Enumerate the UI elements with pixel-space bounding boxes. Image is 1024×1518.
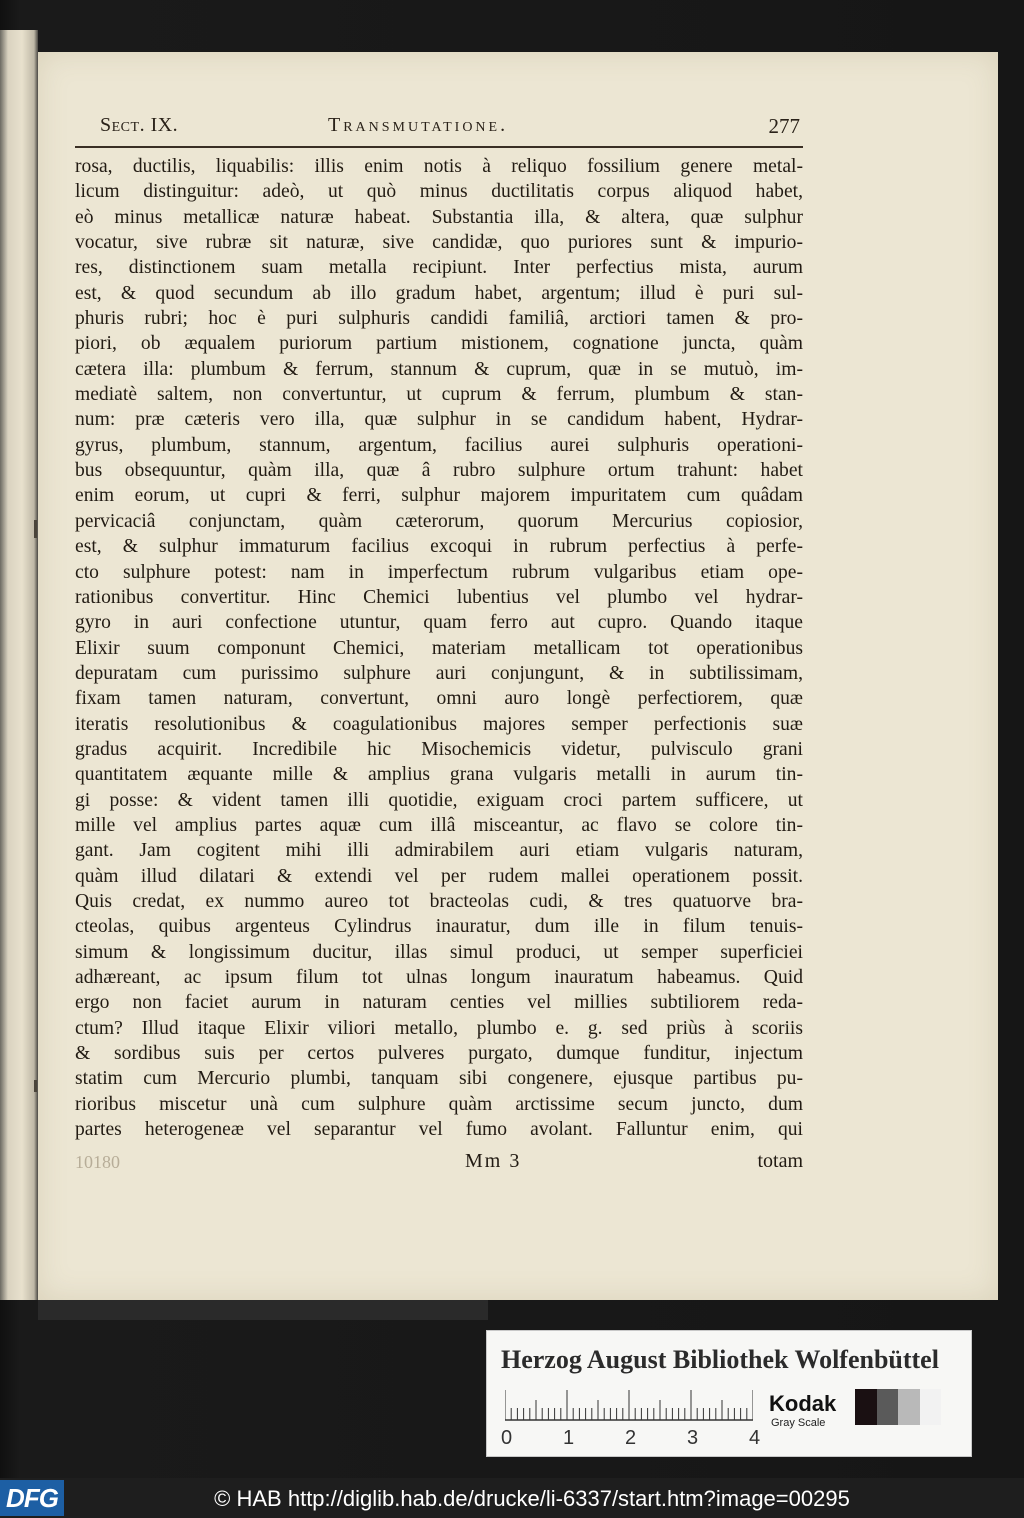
- text-line: & sordibus suis per certos pulveres purgato, dumque funditur, injectum: [75, 1043, 803, 1065]
- text-line: cteolas, quibus argenteus Cylindrus inauratur, dum ille in filum tenuis-: [75, 916, 803, 938]
- page-number: 277: [768, 114, 800, 138]
- text-line: pervicaciâ conjunctam, quàm cæterorum, quorum Mercurius copiosior,: [75, 510, 803, 532]
- page-footer: [75, 1150, 803, 1178]
- text-line: bus obsequuntur, quàm illa, quæ â rubro sulphure ortum trahunt: habet: [75, 460, 803, 482]
- text-line: fixam tamen naturam, convertunt, omni auro longè perfectiorem, quæ: [75, 688, 803, 710]
- text-line: rioribus miscetur unà cum sulphure quàm arctissime secum juncto, dum: [75, 1093, 803, 1115]
- gray-scale-label: Gray Scale: [771, 1417, 826, 1429]
- header-rule: [75, 146, 803, 148]
- text-line: statim cum Mercurio plumbi, tanquam sibi congenere, ejusque partibus pu-: [75, 1068, 803, 1090]
- color-target-card: [486, 1330, 972, 1457]
- text-line: rosa, ductilis, liquabilis: illis enim notis à reliquo fossilium genere metal-: [75, 156, 803, 177]
- page-shadow: [38, 1300, 488, 1320]
- running-header: [100, 114, 800, 148]
- ruler-number: 0: [501, 1427, 513, 1449]
- text-line: cto sulphure potest: nam in imperfectum rubrum vulgaribus etiam ope-: [75, 561, 803, 583]
- section-label: Sect. IX.: [100, 114, 179, 136]
- ruler-number: 4: [749, 1427, 761, 1449]
- gray-swatch: [898, 1389, 920, 1425]
- dfg-logo: DFG: [0, 1480, 64, 1516]
- catchword: totam: [757, 1150, 803, 1172]
- text-line: quàm illud dilatari & extendi vel per rudem mallei operationem possit.: [75, 865, 803, 887]
- text-line: gradus acquirit. Incredibile hic Misochemicis videtur, pulvisculo grani: [75, 738, 803, 760]
- text-line: gyro in auri confectione utuntur, quam ferro aut cupro. Quando itaque: [75, 612, 803, 634]
- library-name: Herzog August Bibliothek Wolfenbüttel: [501, 1345, 939, 1374]
- text-line: num: præ cæteris vero illa, quæ sulphur in se candidum habent, Hydrar-: [75, 409, 803, 431]
- text-line: mediatè saltem, non convertuntur, ut cuprum & ferrum, plumbum & stan-: [75, 384, 803, 406]
- ruler-numbers: [501, 1427, 761, 1451]
- text-line: simum & longissimum ducitur, illas simul produci, ut semper superficiei: [75, 941, 803, 963]
- text-line: eò minus metallicæ naturæ habeat. Substantia illa, & altera, quæ sulphur: [75, 206, 803, 228]
- text-line: enim eorum, ut cupri & ferri, sulphur majorem impuritatem cum quâdam: [75, 485, 803, 507]
- copyright-credit: © HAB http://diglib.hab.de/drucke/li-6337/start.htm?image=00295: [214, 1486, 850, 1511]
- text-line: gi posse: & vident tamen illi quotidie, exiguam croci partem sufficere, ut: [75, 789, 803, 811]
- text-line: partes heterogeneæ vel separantur vel fumo avolant. Falluntur enim, qui: [75, 1119, 803, 1141]
- gray-swatches: [855, 1389, 941, 1425]
- text-line: gant. Jam cogitent mihi illi admirabilem auri etiam vulgaris naturam,: [75, 840, 803, 862]
- text-line: gyrus, plumbum, stannum, argentum, facilius aurei sulphuris operationi-: [75, 434, 803, 456]
- text-line: res, distinctionem suam metalla recipiunt. Inter perfectius mista, aurum: [75, 257, 803, 279]
- text-line: adhæreant, ac ipsum filum tot ulnas longum inauratum habeamus. Quid: [75, 967, 803, 988]
- signature-mark: Mm 3: [465, 1150, 522, 1172]
- ruler-number: 2: [625, 1427, 637, 1449]
- body-text: [75, 154, 803, 1142]
- gray-swatch: [877, 1389, 899, 1425]
- text-line: vocatur, sive rubræ sit naturæ, sive candidæ, quo puriores sunt & impurio-: [75, 232, 803, 254]
- text-line: iteratis resolutionibus & coagulationibus majores semper perfectionis suæ: [75, 713, 803, 735]
- text-line: ctum? Illud itaque Elixir viliori metallo, plumbo e. g. sed priùs à scoriis: [75, 1017, 803, 1039]
- gray-swatch: [920, 1389, 942, 1425]
- text-line: rationibus convertitur. Hinc Chemici lubentius vel plumbo vel hydrar-: [75, 586, 803, 608]
- text-line: est, & sulphur immaturum facilius excoqui in rubrum perfectius à perfe-: [75, 536, 803, 558]
- ruler-number: 3: [687, 1427, 699, 1449]
- margin-mark: [34, 520, 37, 538]
- gray-swatch: [855, 1389, 877, 1425]
- measurement-ruler: [505, 1389, 753, 1421]
- text-line: ergo non faciet aurum in naturam centies vel millies subtiliorem reda-: [75, 992, 803, 1014]
- facing-page-edge: [0, 30, 38, 1300]
- margin-mark: [34, 1080, 37, 1092]
- text-line: cætera illa: plumbum & ferrum, stannum & cuprum, quæ in se mutuò, im-: [75, 358, 803, 380]
- text-line: piori, ob æqualem puriorum partium mistionem, cognatione juncta, quàm: [75, 333, 803, 355]
- text-line: mille vel amplius partes aquæ cum illâ misceantur, ac flavo se colore tin-: [75, 814, 803, 836]
- text-line: Quis credat, ex nummo aureo tot bracteolas cudi, & tres quatuorve bra-: [75, 890, 803, 912]
- text-line: depuratam cum purissimo sulphure auri conjungunt, & in subtilissimam,: [75, 662, 803, 684]
- kodak-logo: Kodak: [769, 1391, 837, 1416]
- text-line: licum distinguitur: adeò, ut quò minus ductilitatis corpus aliquod habet,: [75, 181, 803, 203]
- text-line: quantitatem æquante mille & amplius grana vulgaris metalli in aurum tin-: [75, 764, 803, 786]
- text-line: Elixir suum componunt Chemici, materiam metallicam tot operationibus: [75, 637, 803, 659]
- ruler-number: 1: [563, 1427, 575, 1449]
- bleed-through-text: 10180: [75, 1152, 120, 1172]
- text-line: est, & quod secundum ab illo gradum habet, argentum; illud è puri sul-: [75, 282, 803, 304]
- text-line: phuris rubri; hoc è puri sulphuris candidi familiâ, arctiori tamen & pro-: [75, 308, 803, 330]
- running-title: Transmutatione.: [328, 114, 509, 136]
